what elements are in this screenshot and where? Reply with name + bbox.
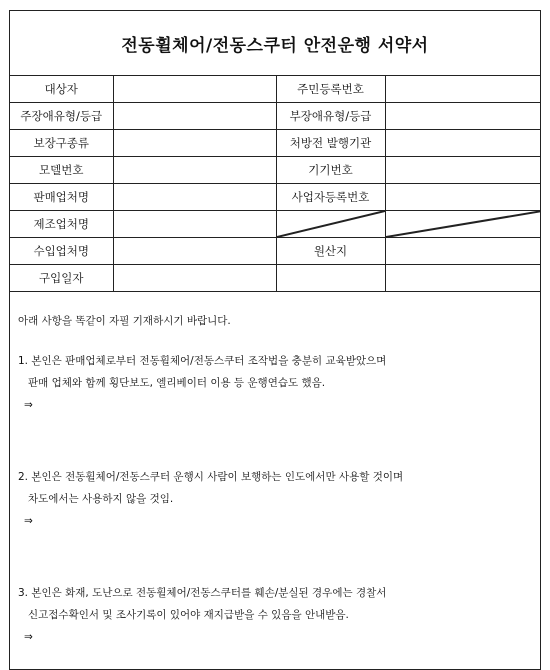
table-row — [10, 103, 541, 130]
value-manufacturer[interactable] — [113, 211, 276, 238]
value-device-type[interactable] — [113, 130, 276, 157]
table-row — [10, 211, 541, 238]
pledge-item-2 — [18, 466, 532, 532]
label-resident-number: 주민등록번호 — [276, 76, 385, 103]
intro-text: 아래 사항을 똑같이 자필 기재하시기 바랍니다. — [18, 315, 231, 327]
value-model-number[interactable] — [113, 157, 276, 184]
value-device-number[interactable] — [385, 157, 541, 184]
pledge-item-line: 3. 본인은 화재, 도난으로 전동휠체어/전동스쿠터를 훼손/분실된 경우에는 경찰서 — [18, 587, 387, 599]
value-purchase-date[interactable] — [113, 265, 276, 292]
value-business-number[interactable] — [385, 184, 541, 211]
form-title: 전동휠체어/전동스쿠터 안전운행 서약서 — [10, 11, 540, 76]
table-row — [10, 265, 541, 292]
label-device-number: 기기번호 — [276, 157, 385, 184]
label-manufacturer: 제조업처명 — [10, 211, 113, 238]
label-origin: 원산지 — [276, 238, 385, 265]
writing-space[interactable] — [18, 416, 532, 466]
value-main-disability[interactable] — [113, 103, 276, 130]
diagonal-line — [277, 211, 385, 237]
value-prescription-issuer[interactable] — [385, 130, 541, 157]
pledge-item-1 — [18, 350, 532, 416]
value-importer[interactable] — [113, 238, 276, 265]
arrow-icon[interactable]: ⇒ — [24, 515, 33, 527]
value-sub-disability[interactable] — [385, 103, 541, 130]
arrow-icon[interactable]: ⇒ — [24, 399, 33, 411]
label-model-number: 모델번호 — [10, 157, 113, 184]
table-row — [10, 76, 541, 103]
value-subject[interactable] — [113, 76, 276, 103]
pledge-item-3 — [18, 582, 532, 648]
empty-cell — [385, 265, 541, 292]
writing-space[interactable] — [18, 532, 532, 582]
label-main-disability: 주장애유형/등급 — [10, 103, 113, 130]
pledge-body — [10, 292, 540, 648]
pledge-item-line: 차도에서는 사용하지 않을 것임. — [28, 493, 174, 505]
value-seller[interactable] — [113, 184, 276, 211]
info-table — [10, 76, 541, 292]
label-business-number: 사업자등록번호 — [276, 184, 385, 211]
table-row — [10, 184, 541, 211]
value-resident-number[interactable] — [385, 76, 541, 103]
label-subject: 대상자 — [10, 76, 113, 103]
empty-cell — [276, 265, 385, 292]
label-purchase-date: 구입일자 — [10, 265, 113, 292]
diagonal-cell — [276, 211, 385, 238]
label-importer: 수입업처명 — [10, 238, 113, 265]
label-device-type: 보장구종류 — [10, 130, 113, 157]
arrow-icon[interactable]: ⇒ — [24, 631, 33, 643]
table-row — [10, 238, 541, 265]
table-row — [10, 157, 541, 184]
label-prescription-issuer: 처방전 발행기관 — [276, 130, 385, 157]
diagonal-line — [386, 211, 542, 237]
value-origin[interactable] — [385, 238, 541, 265]
pledge-item-line: 2. 본인은 전동휠체어/전동스쿠터 운행시 사람이 보행하는 인도에서만 사용할 것이며 — [18, 471, 404, 483]
pledge-form — [9, 10, 541, 670]
table-row — [10, 130, 541, 157]
diagonal-cell — [385, 211, 541, 238]
pledge-item-line: 신고접수확인서 및 조사기록이 있어야 재지급받을 수 있음을 안내받음. — [28, 609, 349, 621]
pledge-item-line: 판매 업체와 함께 횡단보도, 엘리베이터 이용 등 운행연습도 했음. — [28, 377, 326, 389]
label-seller: 판매업처명 — [10, 184, 113, 211]
label-sub-disability: 부장애유형/등급 — [276, 103, 385, 130]
pledge-item-line: 1. 본인은 판매업체로부터 전동휠체어/전동스쿠터 조작법을 충분히 교육받았으며 — [18, 355, 387, 367]
